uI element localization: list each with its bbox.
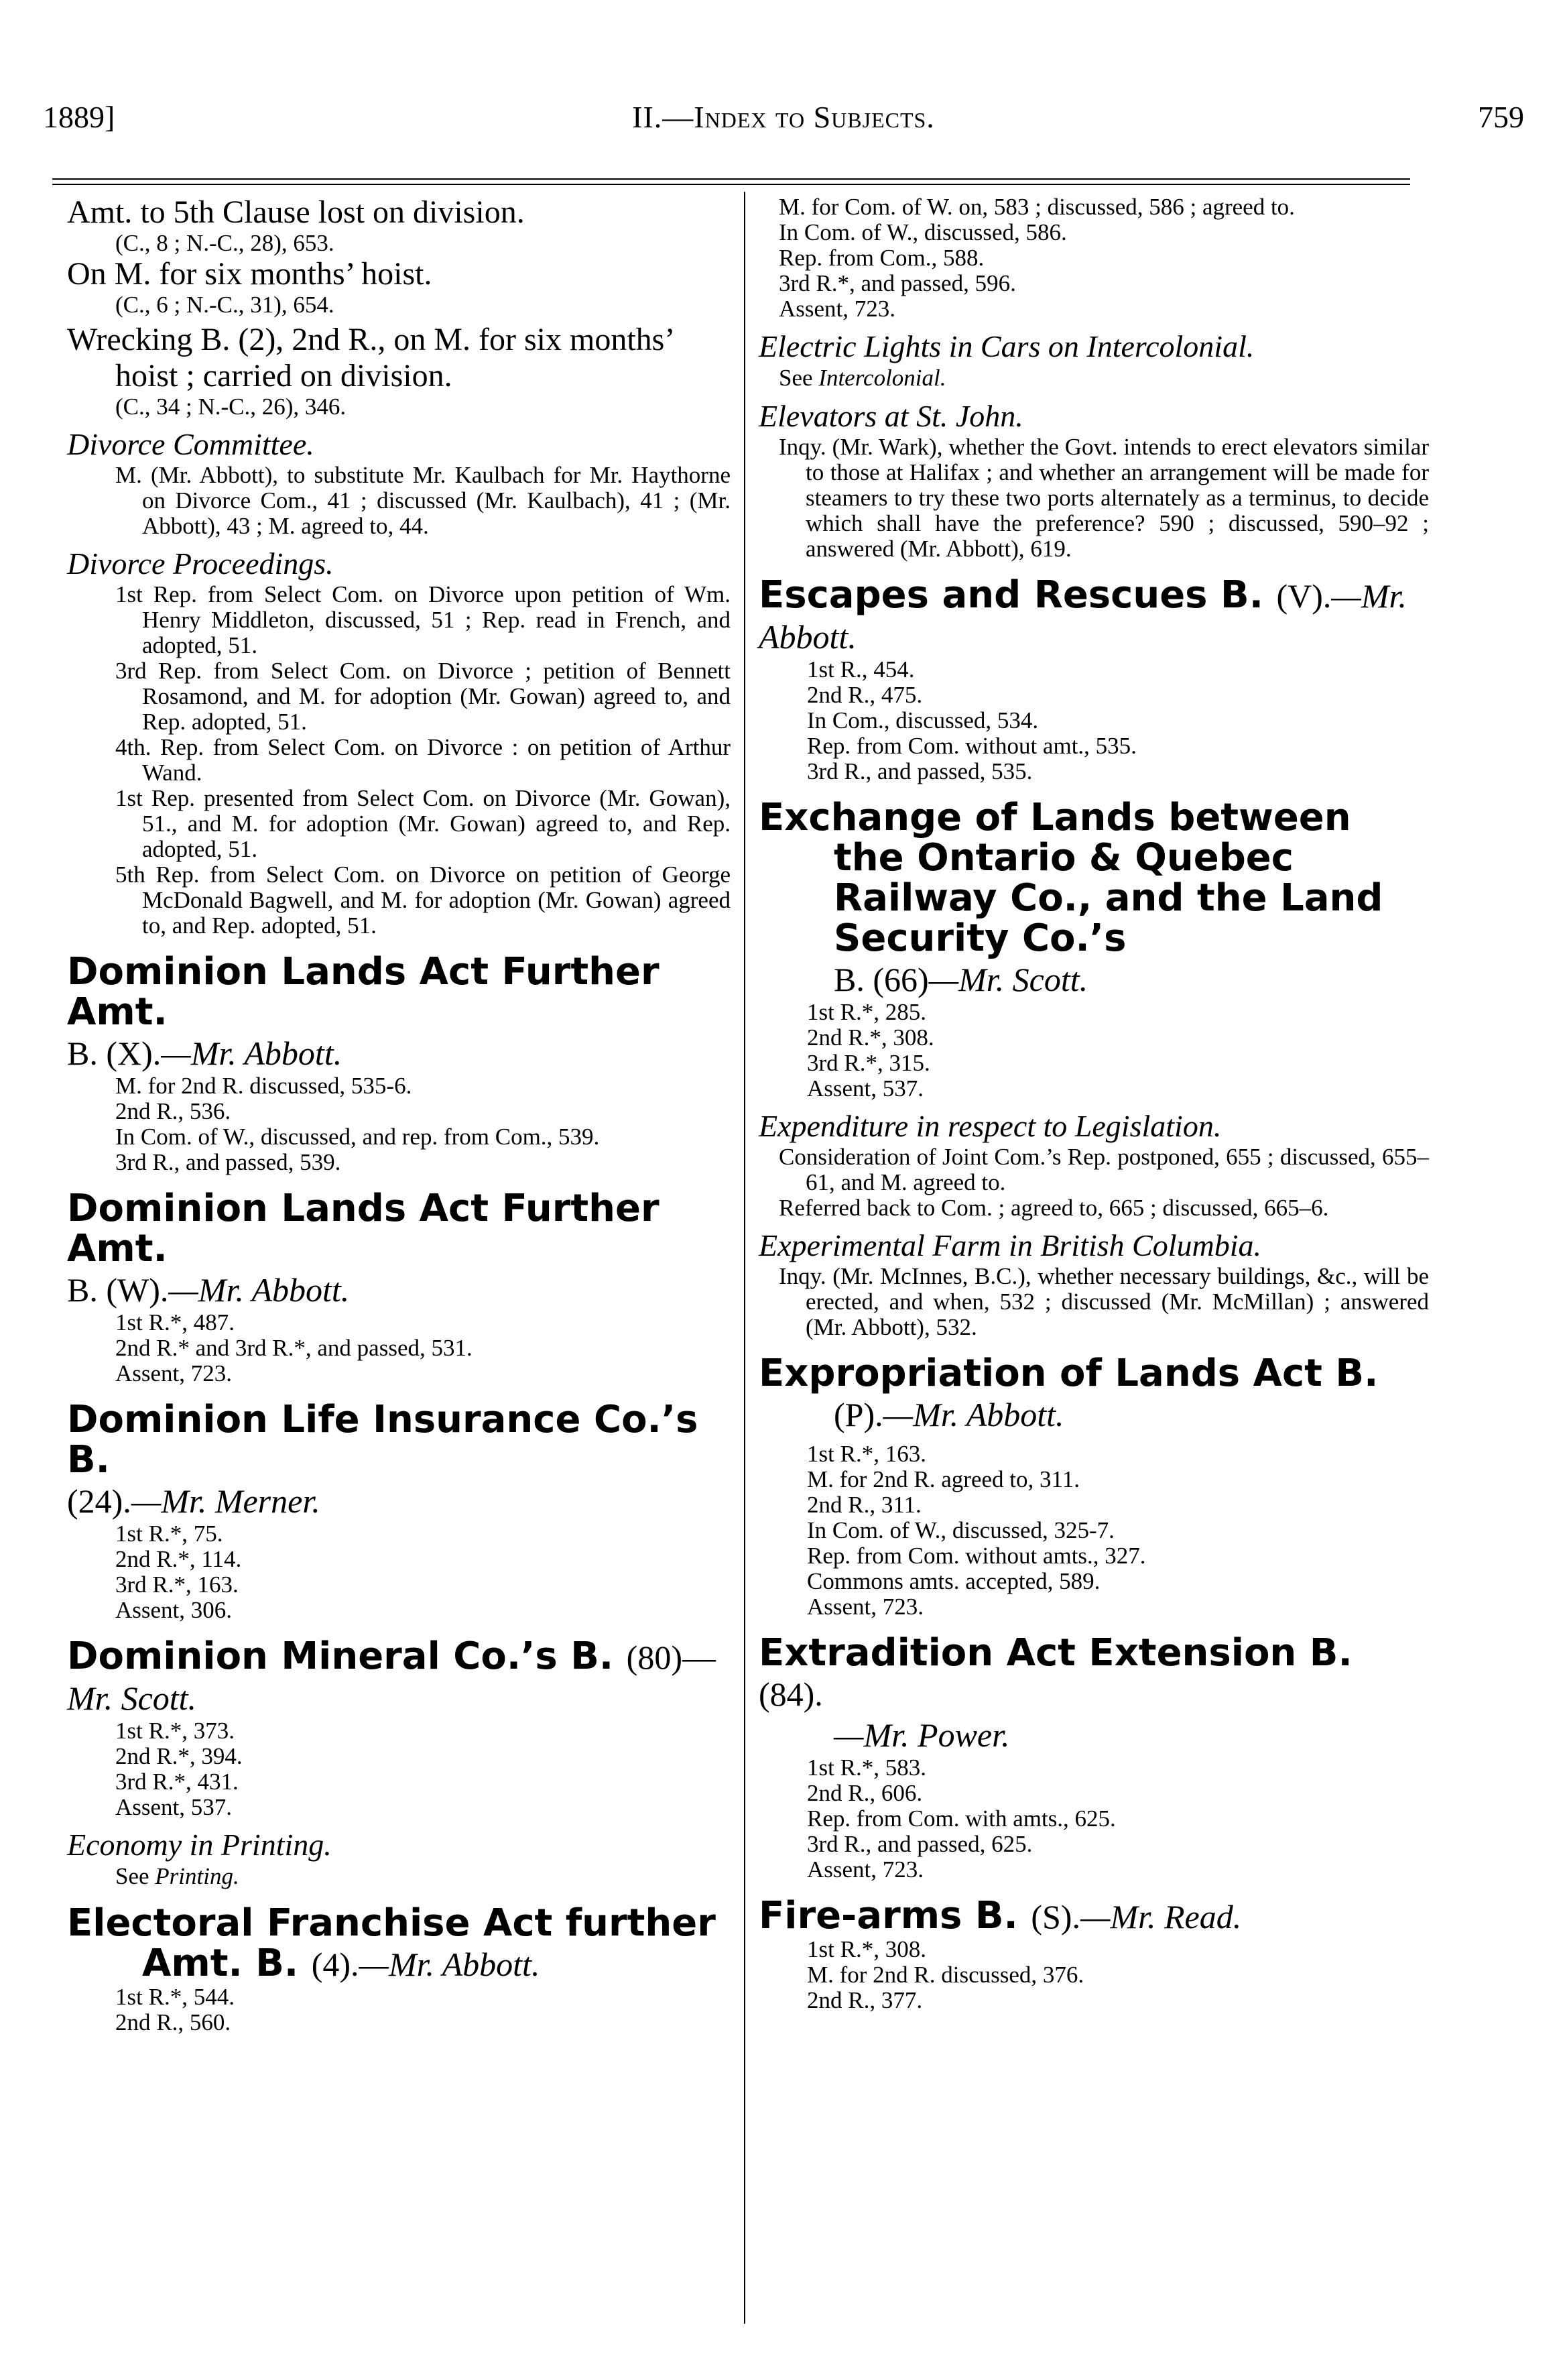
entry-line: Referred back to Com. ; agreed to, 665 ; discussed, 665–6. (779, 1195, 1329, 1221)
entry-divorce-committee (67, 426, 731, 539)
entry-line: In Com. of W., discussed, 325-7. (807, 1517, 1115, 1543)
entry-heading (759, 575, 1429, 657)
cross-reference (67, 1863, 731, 1890)
entry-line: 1st R.*, 487. (115, 1309, 235, 1335)
entry-line: Inqy. (Mr. McInnes, B.C.), whether necessary buildings, &c., will be erected, and when, 532 ; discussed (Mr. McMillan) ; answered (Mr. Abbott), 532. (779, 1263, 1429, 1340)
bill-mover: Mr. Scott. (67, 1679, 197, 1717)
entry-line: 3rd R., and passed, 539. (115, 1149, 341, 1175)
entry-divorce-proceedings (67, 546, 731, 939)
entry-line: Rep. from Com. without amts., 327. (807, 1543, 1146, 1569)
entry-line: 1st R.*, 583. (807, 1754, 926, 1781)
section-title: II.—Index to Subjects. (632, 100, 935, 134)
entry-line: Assent, 537. (115, 1794, 233, 1820)
cross-reference (759, 365, 1429, 392)
entry-line: 1st R.*, 163. (807, 1441, 926, 1467)
bill-title: Escapes and Rescues B. (759, 573, 1263, 617)
entry-line: 1st R.*, 308. (807, 1936, 926, 1962)
bill-title: Extradition Act Extension B. (759, 1631, 1353, 1675)
entry-dominion-mineral (67, 1634, 731, 1820)
bill-mover: —Mr. Merner. (131, 1482, 320, 1520)
entry-heading: Divorce Committee. (67, 427, 314, 461)
entry-line: 2nd R., 377. (807, 1987, 923, 2013)
year-label: 1889] (43, 100, 115, 134)
entry-line: M. (Mr. Abbott), to substitute Mr. Kaulbach for Mr. Haythorne on Divorce Com., 41 ; discussed (Mr. Kaulbach), 41 ; (Mr. Abbott), 43 ; M. agreed to, 44. (115, 462, 731, 539)
entry-heading: Experimental Farm in British Columbia. (759, 1228, 1262, 1262)
entry-heading: Elevators at St. John. (759, 399, 1023, 433)
entry-line: Assent, 723. (807, 1594, 924, 1620)
entry-heading (759, 1354, 1429, 1435)
entry-line: In Com. of W., discussed, and rep. from Com., 539. (115, 1124, 600, 1150)
entry-line: 3rd R.*, 163. (115, 1571, 239, 1598)
entry-line: 1st R.*, 544. (115, 1984, 235, 2010)
entry-line: M. for 2nd R. agreed to, 311. (807, 1466, 1080, 1492)
entry-line: 4th. Rep. from Select Com. on Divorce : on petition of Arthur Wand. (115, 734, 731, 786)
entry-line: Assent, 723. (807, 1856, 924, 1883)
bill-mover: —Mr. Scott. (928, 961, 1088, 998)
bill-mover: —Mr. Abbott. (759, 577, 1407, 656)
entry-line: Assent, 723. (779, 296, 896, 322)
entry-dominion-lands-x (67, 952, 731, 1175)
entry-line: 2nd R.*, 114. (115, 1546, 242, 1572)
bill-number: (V). (1276, 577, 1332, 615)
entry-line: Rep. from Com. with amts., 625. (807, 1805, 1116, 1832)
entry-electric-lights (759, 329, 1429, 392)
entry-line: 1st Rep. presented from Select Com. on Divorce (Mr. Gowan), 51., and M. for adoption (Mr. Gowan) agreed to, and Rep. adopted, 51. (115, 785, 731, 862)
see-target: Intercolonial. (818, 365, 946, 391)
entry-heading (759, 798, 1429, 1000)
bill-mover: —Mr. Power. (834, 1716, 1010, 1754)
entry-fire-arms (759, 1896, 1429, 2013)
bill-number: B. (X). (67, 1034, 162, 1072)
entry-line: 2nd R., 560. (115, 2009, 231, 2035)
running-head (43, 99, 1524, 139)
entry-line: 2nd R.* and 3rd R.*, and passed, 531. (115, 1335, 473, 1361)
entry-line: (C., 6 ; N.-C., 31), 654. (115, 292, 334, 318)
bill-number: (S). (1031, 1898, 1080, 1936)
entry-heading: Economy in Printing. (67, 1828, 332, 1862)
entry-amt-clause (67, 194, 731, 256)
entry-line: Assent, 723. (115, 1360, 233, 1386)
entry-elevators (759, 398, 1429, 562)
entry-heading (67, 952, 731, 1073)
bill-title-cont: Amt. B. (142, 1942, 299, 1985)
entry-line: (C., 34 ; N.-C., 26), 346. (115, 394, 347, 420)
bill-number: B. (66) (834, 961, 929, 998)
entry-six-months (67, 256, 731, 318)
entry-line: (C., 8 ; N.-C., 28), 653. (115, 230, 334, 256)
bill-title: Expropriation of Lands Act B. (759, 1352, 1379, 1395)
bill-title: Dominion Mineral Co.’s B. (67, 1634, 614, 1678)
entry-line: 2nd R., 311. (807, 1492, 922, 1518)
bill-title: Dominion Life Insurance Co.’s B. (67, 1398, 698, 1482)
entry-line: 3rd R.*, 431. (115, 1769, 239, 1795)
see-label: See (779, 365, 813, 391)
entry-line: 2nd R.*, 394. (115, 1743, 243, 1769)
entry-line: 3rd Rep. from Select Com. on Divorce ; petition of Bennett Rosamond, and M. for adoption (Mr. Gowan) agreed to, and Rep. adopted, 51. (115, 658, 731, 735)
page-number: 759 (1478, 100, 1524, 134)
entry-electoral-franchise (67, 1903, 731, 2035)
entry-line: 1st R.*, 75. (115, 1521, 223, 1547)
entry-line: 3rd R., and passed, 625. (807, 1831, 1033, 1857)
entry-line: 2nd R.*, 308. (807, 1024, 934, 1051)
bill-number: (4). (311, 1946, 359, 1983)
entry-expenditure (759, 1108, 1429, 1221)
entry-expropriation (759, 1354, 1429, 1620)
left-column (67, 194, 731, 2035)
bill-mover: —Mr. Abbott. (359, 1946, 540, 1983)
bill-title: Dominion Lands Act Further Amt. (67, 950, 660, 1034)
entry-line: Consideration of Joint Com.’s Rep. postponed, 655 ; discussed, 655–61, and M. agreed to. (779, 1144, 1429, 1195)
entry-extradition (759, 1633, 1429, 1883)
entry-heading: Electric Lights in Cars on Intercolonial. (759, 329, 1255, 363)
entry-heading: Divorce Proceedings. (67, 546, 334, 581)
entry-line: 1st R., 454. (807, 656, 915, 682)
entry-heading (67, 1400, 731, 1521)
entry-escapes-rescues (759, 575, 1429, 784)
entry-heading (67, 1903, 731, 1984)
entry-line: 2nd R., 475. (807, 682, 923, 708)
entry-line: Assent, 537. (807, 1075, 924, 1102)
entry-line: 2nd R., 606. (807, 1780, 923, 1806)
see-target: Printing. (155, 1863, 239, 1889)
entry-line: M. for 2nd R. discussed, 376. (807, 1962, 1084, 1988)
bill-title: Dominion Lands Act Further Amt. (67, 1187, 660, 1270)
entry-line: 3rd R.*, and passed, 596. (779, 270, 1016, 296)
entry-line: In Com. of W., discussed, 586. (779, 219, 1067, 245)
entry-heading: Expenditure in respect to Legislation. (759, 1109, 1222, 1143)
column-divider (744, 192, 745, 2324)
right-column (759, 194, 1429, 2013)
entry-dominion-lands-w (67, 1189, 731, 1386)
see-label: See (115, 1863, 149, 1889)
entry-line: Rep. from Com., 588. (779, 245, 985, 271)
entry-heading: On M. for six months’ hoist. (67, 256, 432, 292)
header-rule-bottom (52, 184, 1410, 185)
entry-line: 1st R.*, 373. (115, 1718, 235, 1744)
entry-heading (759, 1633, 1429, 1755)
bill-title: Electoral Franchise Act further (67, 1901, 716, 1945)
entry-heading: Wrecking B. (2), 2nd R., on M. for six months’ hoist ; carried on division. (67, 322, 673, 394)
entry-line: M. for Com. of W. on, 583 ; discussed, 586 ; agreed to. (779, 194, 1295, 220)
entry-heading: Amt. to 5th Clause lost on division. (67, 194, 525, 230)
entry-line: Commons amts. accepted, 589. (807, 1568, 1101, 1594)
entry-line: 5th Rep. from Select Com. on Divorce on petition of George McDonald Bagwell, and M. for adoption (Mr. Gowan) agreed to, and Rep. adopted, 51. (115, 861, 731, 939)
entry-heading (759, 1896, 1429, 1937)
bill-mover: —Mr. Abbott. (161, 1034, 342, 1072)
entry-line: 2nd R., 536. (115, 1098, 231, 1124)
bill-mover: —Mr. Abbott. (168, 1271, 350, 1309)
entry-heading (67, 1189, 731, 1310)
entry-line: Assent, 306. (115, 1597, 233, 1623)
bill-number: (84). (759, 1675, 823, 1713)
entry-dominion-life (67, 1400, 731, 1623)
bill-title: Fire-arms B. (759, 1894, 1018, 1938)
entry-line: 3rd R.*, 315. (807, 1050, 930, 1076)
bill-number: B. (W). (67, 1271, 169, 1309)
bill-number: (24). (67, 1482, 131, 1520)
entry-line: Inqy. (Mr. Wark), whether the Govt. intends to erect elevators similar to those at Halifax ; and whether an arrangement will be made for steamers to try these two ports alternately as a terminus, to decide which shall have the preference? 590 ; discussed, 590–92 ; answered (Mr. Abbott), 619. (779, 434, 1429, 562)
bill-number: (80)— (626, 1639, 716, 1676)
entry-economy-printing (67, 1827, 731, 1890)
entry-line: M. for 2nd R. discussed, 535-6. (115, 1073, 412, 1099)
bill-title: Exchange of Lands between the Ontario & Quebec Railway Co., and the Land Security Co.’s (759, 796, 1383, 960)
entry-line: 3rd R., and passed, 535. (807, 758, 1033, 784)
entry-line: 1st R.*, 285. (807, 999, 926, 1025)
entry-experimental-farm (759, 1228, 1429, 1340)
entry-line: Rep. from Com. without amt., 535. (807, 733, 1137, 759)
bill-mover: —Mr. Read. (1080, 1898, 1242, 1936)
entry-line: In Com., discussed, 534. (807, 707, 1039, 733)
bill-number: (P). (834, 1396, 883, 1433)
bill-mover: —Mr. Abbott. (883, 1396, 1064, 1433)
entry-line: 1st Rep. from Select Com. on Divorce upon petition of Wm. Henry Middleton, discussed, 51 ; Rep. read in French, and adopted, 51. (115, 581, 731, 658)
header-rule-top (52, 178, 1410, 180)
entry-heading (67, 1634, 731, 1718)
entry-wrecking (67, 322, 731, 420)
entry-exchange-lands (759, 798, 1429, 1102)
entry-continued (759, 194, 1429, 322)
